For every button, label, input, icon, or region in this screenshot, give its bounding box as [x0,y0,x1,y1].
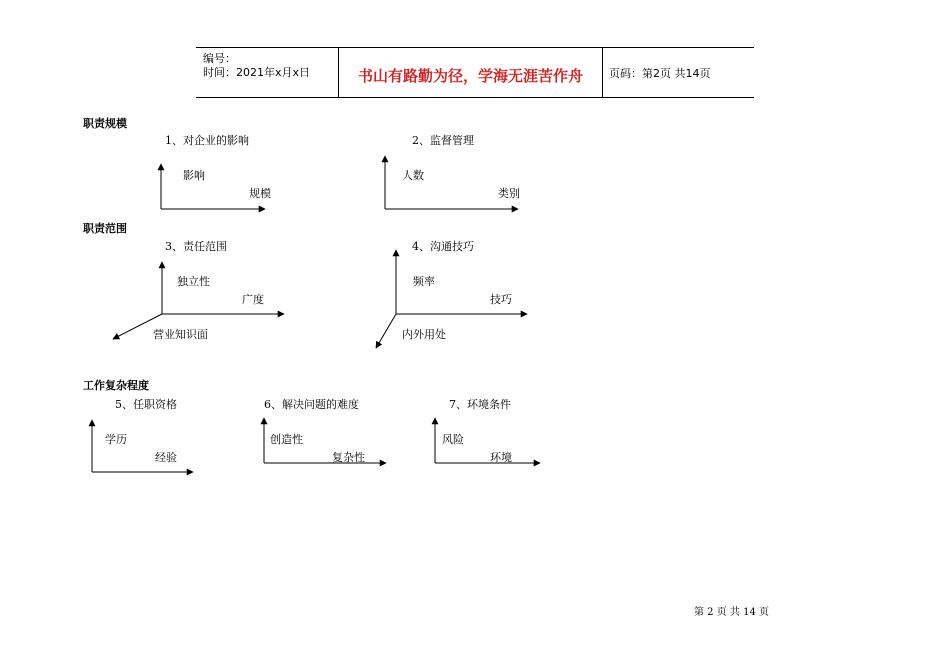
number-label: 编号： [203,52,236,65]
diagram-3-z-label: 营业知识面 [153,328,208,341]
section-heading-complexity: 工作复杂程度 [83,379,149,392]
diagram-2-y-label: 人数 [402,169,424,182]
diagram-4-title: 4、沟通技巧 [412,240,474,253]
time-label: 时间：2021年x月x日 [203,66,311,79]
diagram-7-title: 7、环境条件 [449,398,511,411]
diagram-1-x-label: 规模 [249,187,271,200]
diagram-4-x-label: 技巧 [490,293,512,306]
diagram-1-y-label: 影响 [183,169,205,182]
page-label: 页码：第2页 共14页 [609,67,711,80]
diagram-6-title: 6、解决问题的难度 [264,398,359,411]
diagram-3-title: 3、责任范围 [165,240,227,253]
motto-text: 书山有路勤为径，学海无涯苦作舟 [357,67,583,85]
diagram-2-title: 2、监督管理 [412,134,474,147]
diagram-3-y-label: 独立性 [177,275,210,288]
diagram-3-x-label: 广度 [242,293,264,306]
footer-page-number: 第 2 页 共 14 页 [694,607,769,618]
diagram-7-y-label: 风险 [442,433,464,446]
diagram-4-y-label: 频率 [413,275,435,288]
diagram-2-x-label: 类别 [498,187,520,200]
section-heading-scope: 职责范围 [83,222,127,235]
diagram-6-y-label: 创造性 [270,433,303,446]
diagram-1-title: 1、对企业的影响 [165,134,249,147]
diagram-5-x-label: 经验 [155,451,177,464]
diagram-6-x-label: 复杂性 [332,451,365,464]
diagram-5-y-label: 学历 [105,433,127,446]
diagram-4-z-label: 内外用处 [402,328,446,341]
section-heading-scale: 职责规模 [83,117,127,130]
diagram-7-x-label: 环境 [490,451,512,464]
diagram-5-title: 5、任职资格 [115,398,177,411]
